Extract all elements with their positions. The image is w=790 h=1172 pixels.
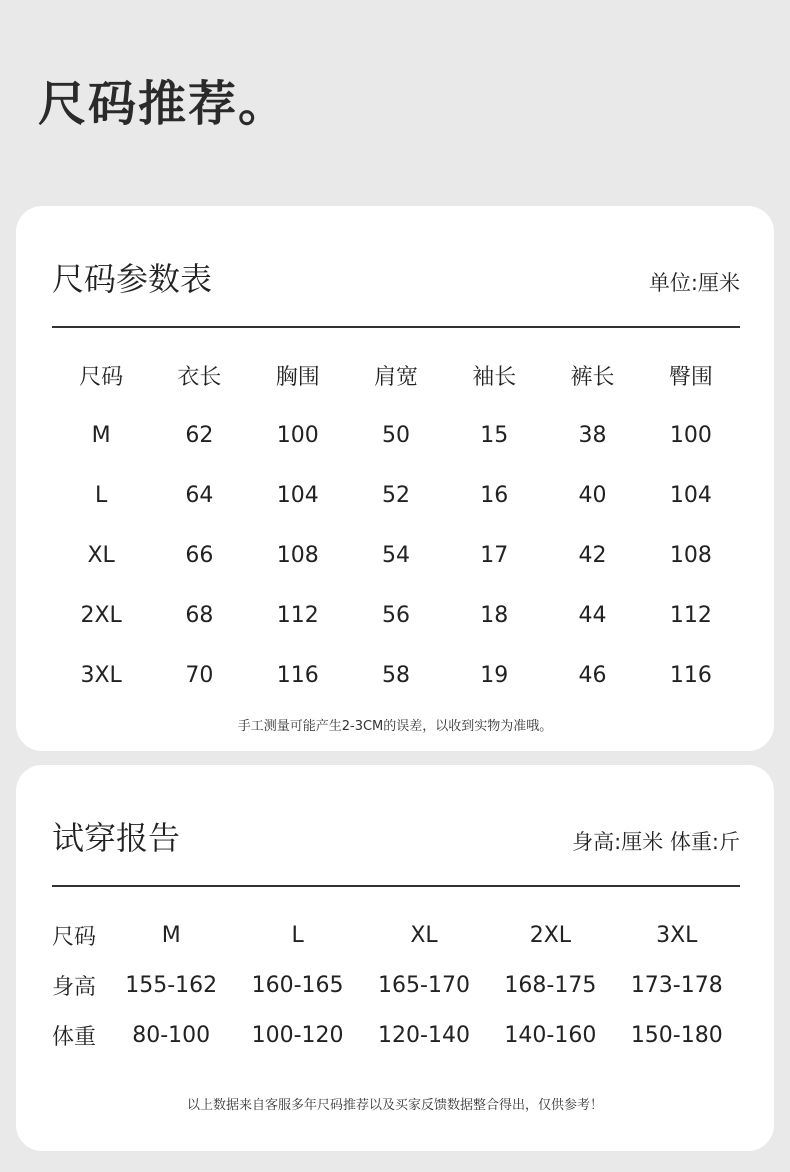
table-cell: 15	[480, 422, 509, 448]
table-cell: 17	[480, 542, 509, 568]
table-cell: 100	[276, 422, 319, 448]
table-row	[52, 405, 740, 465]
table-cell: 19	[480, 662, 509, 688]
table-cell: 100-120	[251, 1022, 344, 1048]
fit-report-table	[52, 910, 740, 1060]
table-cell: 168-175	[504, 972, 597, 998]
table-cell: 3XL	[656, 922, 698, 948]
table-cell: 120-140	[378, 1022, 470, 1048]
fit-report-header	[52, 815, 740, 887]
table-cell: 64	[185, 482, 214, 508]
table-cell: M	[161, 922, 181, 948]
table-cell: 62	[185, 422, 214, 448]
size-chart-unit: 单位:厘米	[648, 271, 740, 295]
table-cell: 165-170	[378, 972, 470, 998]
fit-report-note: 以上数据来自客服多年尺码推荐以及买家反馈数据整合得出，仅供参考！	[186, 1098, 603, 1113]
table-cell: 38	[578, 422, 607, 448]
header-cell: 衣长	[177, 364, 222, 390]
table-cell: 42	[578, 542, 607, 568]
table-cell: XL	[410, 922, 438, 948]
table-row	[52, 465, 740, 525]
table-row	[52, 645, 740, 705]
table-cell: 54	[381, 542, 410, 568]
table-cell: 16	[480, 482, 509, 508]
table-cell: L	[291, 922, 304, 948]
size-chart-title: 尺码参数表	[52, 260, 213, 298]
fit-report-unit: 身高:厘米 体重:斤	[572, 830, 740, 854]
table-cell: 160-165	[251, 972, 344, 998]
table-cell: 50	[381, 422, 410, 448]
table-cell: M	[91, 422, 111, 448]
page-title: 尺码推荐。	[38, 76, 289, 132]
table-row	[52, 525, 740, 585]
header-cell: 尺码	[79, 364, 124, 390]
table-cell: 108	[669, 542, 712, 568]
table-cell: 70	[185, 662, 214, 688]
table-cell: 56	[381, 602, 410, 628]
row-label: 尺码	[52, 924, 97, 950]
table-cell: 68	[185, 602, 214, 628]
table-cell: 2XL	[80, 602, 122, 628]
measurement-note: 手工测量可能产生2-3CM的误差，以收到实物为准哦。	[237, 719, 553, 734]
table-cell: 104	[276, 482, 319, 508]
table-cell: 173-178	[630, 972, 723, 998]
table-cell: 18	[480, 602, 509, 628]
table-cell: XL	[87, 542, 115, 568]
table-cell: 58	[381, 662, 410, 688]
table-cell: 155-162	[125, 972, 218, 998]
table-cell: 116	[669, 662, 712, 688]
size-chart-table	[52, 345, 740, 705]
table-row	[52, 1010, 740, 1060]
table-cell: 112	[669, 602, 712, 628]
table-cell: 108	[276, 542, 319, 568]
row-label: 体重	[52, 1024, 97, 1050]
fit-report-title: 试穿报告	[52, 819, 181, 857]
row-label: 身高	[52, 974, 97, 1000]
fit-report-card	[16, 765, 774, 1151]
table-cell: 100	[669, 422, 712, 448]
table-row	[52, 910, 740, 960]
size-chart-header	[52, 256, 740, 328]
table-cell: 140-160	[504, 1022, 597, 1048]
table-cell: 40	[578, 482, 607, 508]
header-cell: 肩宽	[373, 364, 418, 390]
table-cell: 104	[669, 482, 712, 508]
table-cell: 2XL	[529, 922, 572, 948]
table-cell: 44	[578, 602, 607, 628]
table-row	[52, 585, 740, 645]
table-cell: 116	[276, 662, 319, 688]
table-cell: 3XL	[80, 662, 122, 688]
header-cell: 袖长	[472, 364, 517, 390]
table-header-row	[52, 345, 740, 405]
table-row	[52, 960, 740, 1010]
table-cell: L	[95, 482, 108, 508]
table-cell: 46	[578, 662, 607, 688]
table-cell: 66	[185, 542, 214, 568]
table-cell: 150-180	[630, 1022, 723, 1048]
header-cell: 裤长	[570, 364, 615, 390]
header-cell: 臀围	[668, 364, 713, 390]
header-cell: 胸围	[275, 364, 320, 390]
table-cell: 52	[381, 482, 410, 508]
size-chart-card	[16, 206, 774, 751]
table-cell: 80-100	[132, 1022, 211, 1048]
table-cell: 112	[276, 602, 319, 628]
